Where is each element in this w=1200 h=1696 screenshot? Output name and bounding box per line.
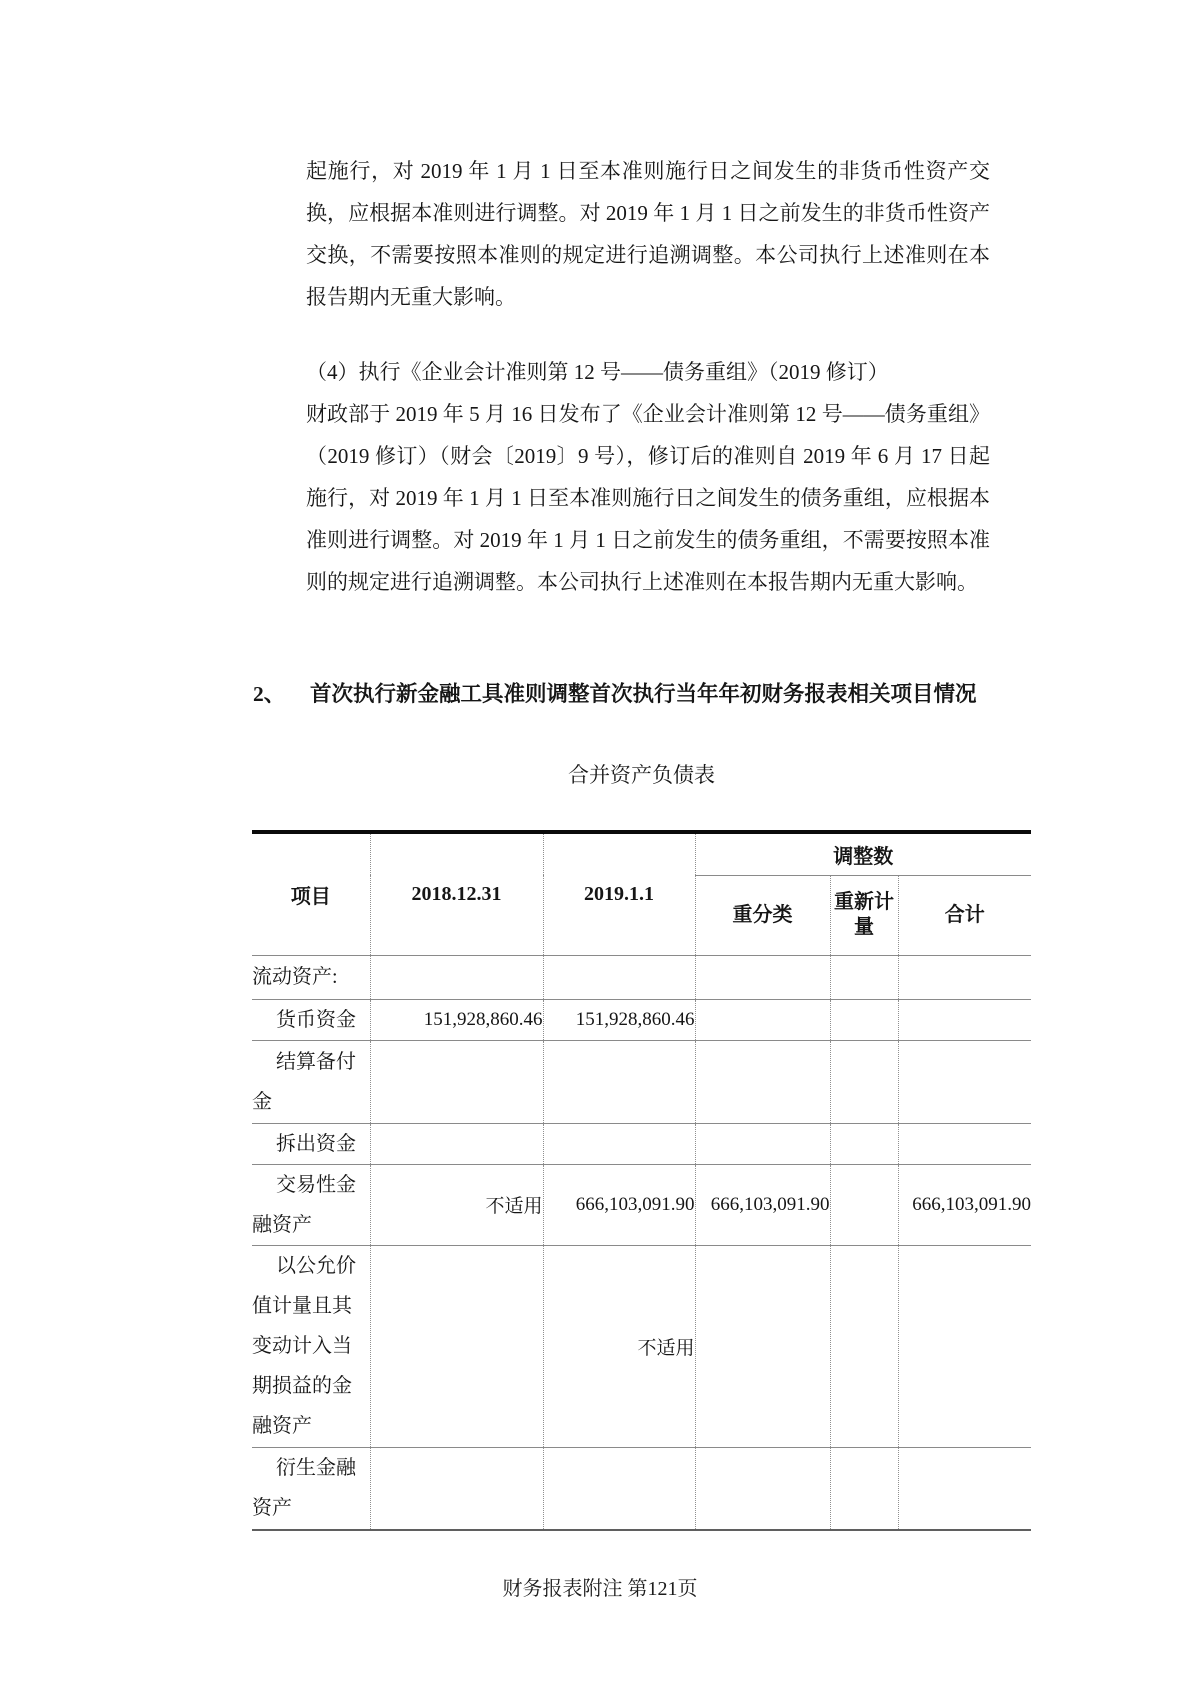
- cell-reclassification: [695, 999, 830, 1040]
- cell-reclassification: 666,103,091.90: [695, 1164, 830, 1245]
- table-body: [252, 955, 1031, 1530]
- balance-sheet-table: [252, 830, 1031, 1531]
- cell-reclassification: [695, 1123, 830, 1164]
- cell-2018-12-31: [370, 955, 543, 999]
- cell-2018-12-31: [370, 1447, 543, 1530]
- header-reclassification: 重分类: [695, 875, 830, 955]
- cell-item-label: 结算备付金: [252, 1040, 370, 1123]
- cell-remeasurement: [830, 1245, 898, 1447]
- cell-total: [898, 1123, 1031, 1164]
- cell-2019-1-1: [543, 1123, 695, 1164]
- cell-item-label: 衍生金融资产: [252, 1447, 370, 1530]
- section2-title: 首次执行新金融工具准则调整首次执行当年年初财务报表相关项目情况: [310, 682, 977, 706]
- table-row: [252, 1123, 1031, 1164]
- cell-2019-1-1: 不适用: [543, 1245, 695, 1447]
- header-row-1: [252, 832, 1031, 875]
- table-row: [252, 1040, 1031, 1123]
- cell-total: [898, 1040, 1031, 1123]
- cell-remeasurement: [830, 1447, 898, 1530]
- cell-2019-1-1: [543, 1447, 695, 1530]
- cell-reclassification: [695, 1040, 830, 1123]
- table-row: [252, 999, 1031, 1040]
- cell-2019-1-1: [543, 955, 695, 999]
- cell-item-label: 交易性金融资产: [252, 1164, 370, 1245]
- table-row: [252, 1245, 1031, 1447]
- cell-2019-1-1: 666,103,091.90: [543, 1164, 695, 1245]
- cell-item-label: 以公允价值计量且其变动计入当期损益的金融资产: [252, 1245, 370, 1447]
- paragraph-continuation: 起施行，对 2019 年 1 月 1 日至本准则施行日之间发生的非货币性资产交换，应根据本准则进行调整。对 2019 年 1 月 1 日之前发生的非货币性资产交换，不需要按照本准则的规定进行追溯调整。本公司执行上述准则在本报告期内无重大影响。: [306, 159, 990, 309]
- section4-title: （4）执行《企业会计准则第 12 号——债务重组》（2019 修订）: [306, 360, 889, 384]
- cell-remeasurement: [830, 999, 898, 1040]
- cell-total: [898, 955, 1031, 999]
- section4-body: 财政部于 2019 年 5 月 16 日发布了《企业会计准则第 12 号——债务重组》（2019 修订）（财会〔2019〕9 号），修订后的准则自 2019 年 6 月 17 日起施行，对 2019 年 1 月 1 日至本准则施行日之间发生的债务重组，应根据本准则进行调整。对 2019 年 1 月 1 日之前发生的债务重组，不需要按照本准则的规定进行追溯调整。本公司执行上述准则在本报告期内无重大影响。: [306, 402, 990, 594]
- section2-number: 2、: [253, 682, 286, 706]
- cell-remeasurement: [830, 1164, 898, 1245]
- table-row: [252, 1164, 1031, 1245]
- cell-item-label: 货币资金: [252, 999, 370, 1040]
- table-title: 合并资产负债表: [568, 763, 715, 787]
- cell-total: 666,103,091.90: [898, 1164, 1031, 1245]
- cell-2018-12-31: 不适用: [370, 1164, 543, 1245]
- cell-2018-12-31: 151,928,860.46: [370, 999, 543, 1040]
- header-remeasurement: 重新计量: [830, 875, 898, 955]
- cell-reclassification: [695, 1447, 830, 1530]
- table-row: [252, 955, 1031, 999]
- cell-total: [898, 1447, 1031, 1530]
- header-adjustments: 调整数: [695, 832, 1031, 875]
- header-item: 项目: [252, 832, 370, 955]
- cell-reclassification: [695, 1245, 830, 1447]
- cell-2019-1-1: [543, 1040, 695, 1123]
- section2-heading: [253, 673, 1013, 715]
- header-2018-12-31: 2018.12.31: [370, 832, 543, 955]
- cell-2018-12-31: [370, 1245, 543, 1447]
- cell-2018-12-31: [370, 1123, 543, 1164]
- cell-remeasurement: [830, 1040, 898, 1123]
- cell-remeasurement: [830, 955, 898, 999]
- page-footer: 财务报表附注 第121页: [502, 1578, 698, 1600]
- table-row: [252, 1447, 1031, 1530]
- cell-item-label: 拆出资金: [252, 1123, 370, 1164]
- table-header: [252, 832, 1031, 955]
- header-total: 合计: [898, 875, 1031, 955]
- header-2019-1-1: 2019.1.1: [543, 832, 695, 955]
- cell-total: [898, 1245, 1031, 1447]
- cell-item-label: 流动资产:: [252, 955, 370, 999]
- cell-remeasurement: [830, 1123, 898, 1164]
- cell-2018-12-31: [370, 1040, 543, 1123]
- cell-reclassification: [695, 955, 830, 999]
- cell-2019-1-1: 151,928,860.46: [543, 999, 695, 1040]
- cell-total: [898, 999, 1031, 1040]
